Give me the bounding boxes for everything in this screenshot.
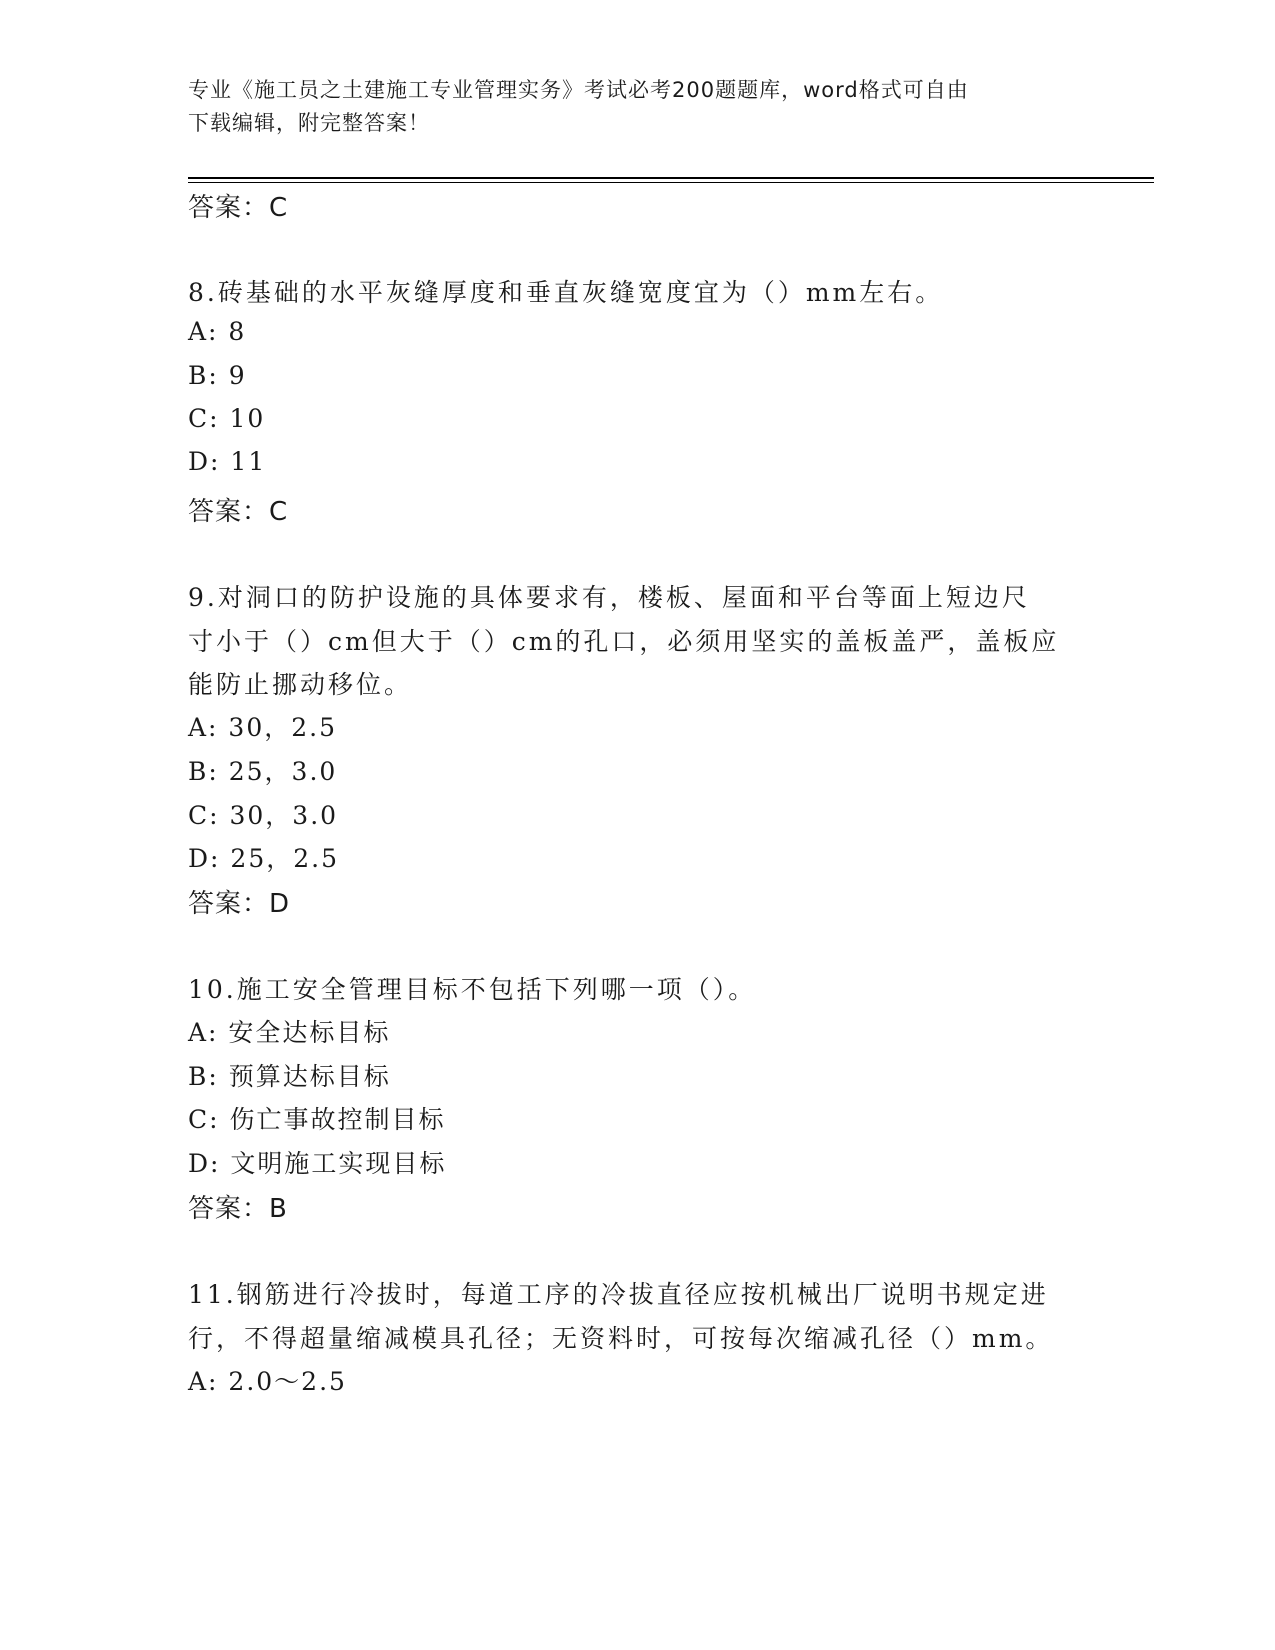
question-8-answer: 答案：C bbox=[188, 497, 289, 527]
header-divider-thick bbox=[188, 177, 1154, 179]
question-11-text-line-2: 行，不得超量缩减模具孔径；无资料时，可按每次缩减孔径（）mm。 bbox=[188, 1324, 1054, 1353]
question-11-option-a: A: 2.0～2.5 bbox=[188, 1367, 347, 1396]
question-8-text: 8.砖基础的水平灰缝厚度和垂直灰缝宽度宜为（）mm左右。 bbox=[188, 278, 944, 307]
previous-answer: 答案：C bbox=[188, 193, 289, 223]
question-9-text-line-3: 能防止挪动移位。 bbox=[188, 670, 413, 699]
question-10-answer: 答案：B bbox=[188, 1194, 288, 1224]
question-8-option-a: A: 8 bbox=[188, 317, 247, 346]
question-9-option-b: B: 25，3.0 bbox=[188, 757, 338, 786]
question-9-option-c: C: 30，3.0 bbox=[188, 801, 339, 830]
question-9-option-a: A: 30，2.5 bbox=[188, 713, 337, 742]
question-9-text-line-2: 寸小于（）cm但大于（）cm的孔口，必须用坚实的盖板盖严，盖板应 bbox=[188, 627, 1060, 656]
question-9-answer: 答案：D bbox=[188, 889, 291, 919]
question-9-text-line-1: 9.对洞口的防护设施的具体要求有，楼板、屋面和平台等面上短边尺 bbox=[188, 583, 1030, 612]
header-line-2: 下载编辑，附完整答案！ bbox=[188, 111, 430, 135]
header-divider-thin bbox=[188, 182, 1154, 183]
question-8-option-b: B: 9 bbox=[188, 361, 247, 390]
question-10-option-a: A: 安全达标目标 bbox=[188, 1018, 391, 1047]
question-11-text-line-1: 11.钢筋进行冷拔时，每道工序的冷拔直径应按机械出厂说明书规定进 bbox=[188, 1280, 1049, 1309]
question-10-option-c: C: 伤亡事故控制目标 bbox=[188, 1105, 446, 1134]
header-line-1: 专业《施工员之土建施工专业管理实务》考试必考200题题库，word格式可自由 bbox=[188, 78, 969, 102]
question-8-option-c: C: 10 bbox=[188, 404, 266, 433]
question-8-option-d: D: 11 bbox=[188, 447, 267, 476]
question-10-option-b: B: 预算达标目标 bbox=[188, 1062, 391, 1091]
question-10-option-d: D: 文明施工实现目标 bbox=[188, 1149, 447, 1178]
question-10-text: 10.施工安全管理目标不包括下列哪一项（）。 bbox=[188, 975, 757, 1004]
document-header bbox=[188, 74, 1068, 140]
question-9-option-d: D: 25，2.5 bbox=[188, 844, 339, 873]
